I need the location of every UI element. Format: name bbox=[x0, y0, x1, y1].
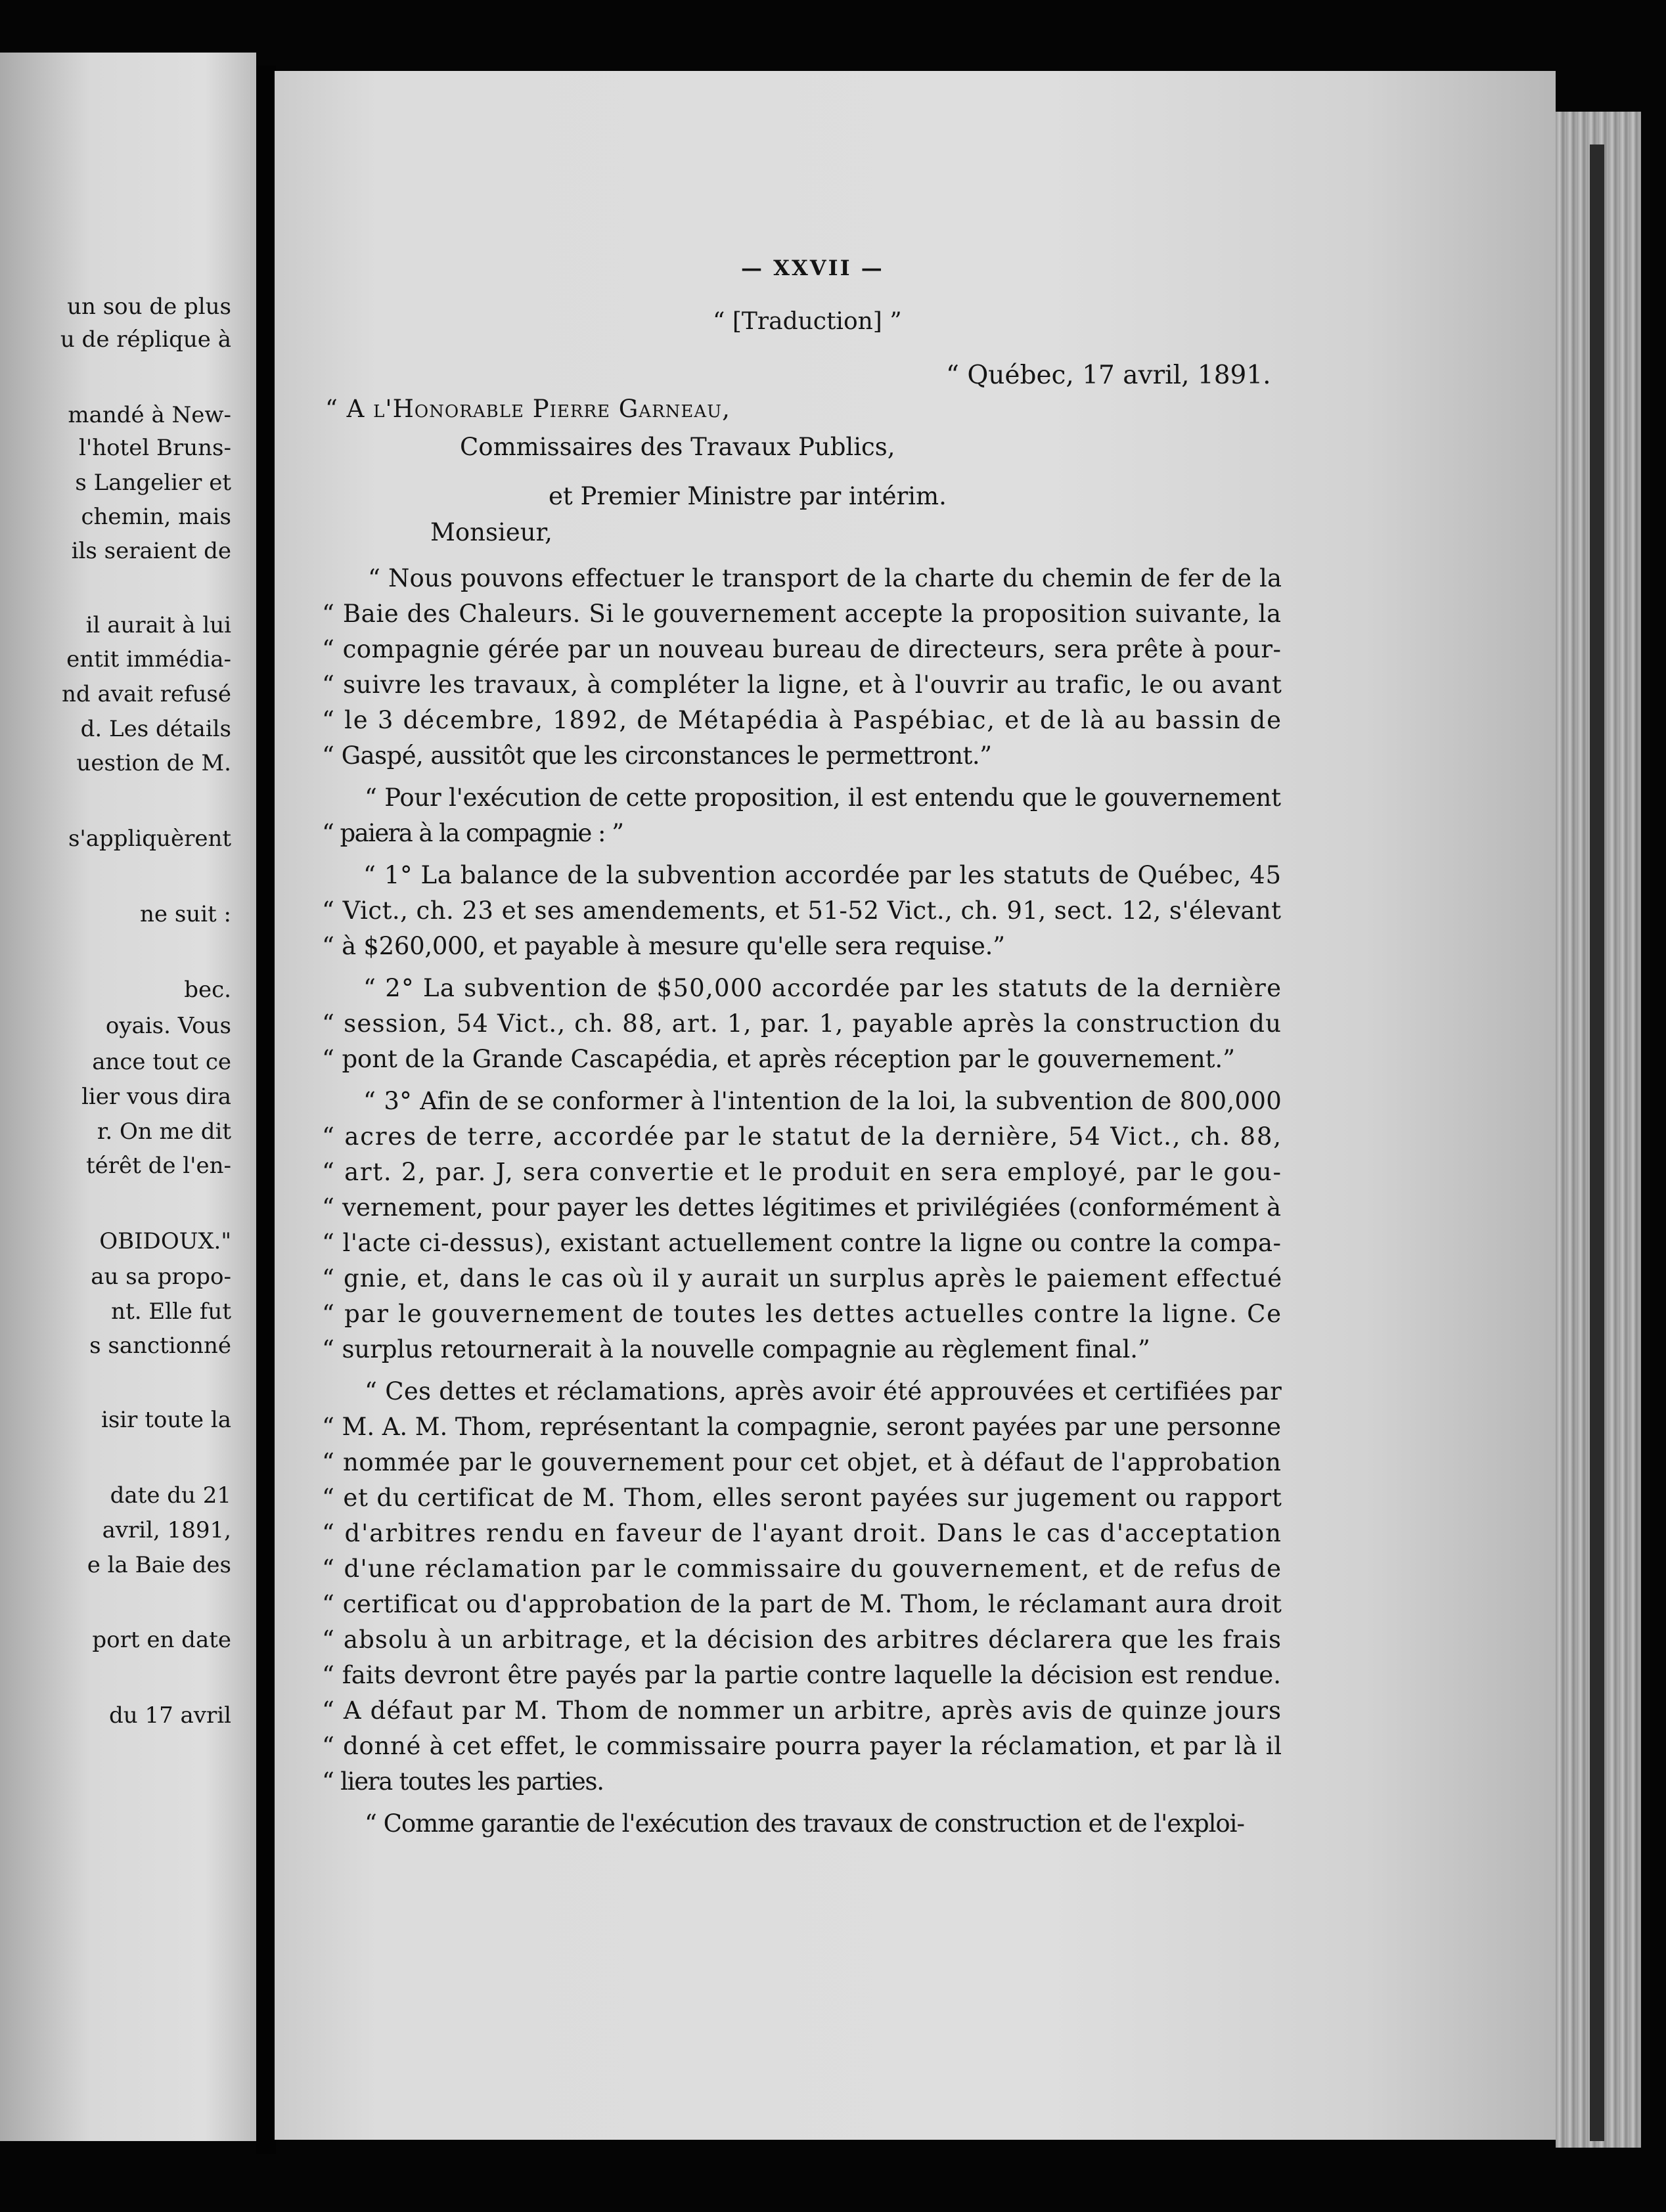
left-page-line: r. On me dit bbox=[97, 1118, 231, 1145]
body-line: “ suivre les travaux, à compléter la ligne, et à l'ouvrir au trafic, le ou avant bbox=[322, 671, 1282, 699]
body-line: “ compagnie gérée par un nouveau bureau de directeurs, sera prête à pour- bbox=[322, 635, 1282, 663]
left-page-line: u de réplique à bbox=[60, 326, 231, 353]
left-page-line: s Langelier et bbox=[75, 470, 231, 496]
body-line: “ nommée par le gouvernement pour cet objet, et à défaut de l'approbation bbox=[322, 1448, 1282, 1476]
addressee-line-2: Commissaires des Travaux Publics, bbox=[460, 433, 895, 461]
left-page-line: lier vous dira bbox=[81, 1084, 231, 1110]
left-page-line: avril, 1891, bbox=[102, 1517, 231, 1543]
left-page-line: port en date bbox=[92, 1627, 231, 1653]
left-page-line: bec. bbox=[184, 977, 231, 1003]
body-line: “ liera toutes les parties. bbox=[322, 1767, 604, 1796]
left-page-line: date du 21 bbox=[110, 1482, 231, 1509]
body-line: “ Pour l'exécution de cette proposition, il est entendu que le gouvernement bbox=[365, 784, 1281, 812]
left-facing-page bbox=[0, 53, 256, 2141]
salutation: Monsieur, bbox=[430, 518, 552, 546]
book-gutter bbox=[256, 66, 276, 2154]
left-page-line: s sanctionné bbox=[89, 1333, 231, 1359]
body-line: “ 3° Afin de se conformer à l'intention de la loi, la subvention de 800,000 bbox=[363, 1087, 1282, 1115]
body-line: “ faits devront être payés par la partie contre laquelle la décision est rendue. bbox=[322, 1661, 1282, 1689]
left-page-line: uestion de M. bbox=[76, 750, 231, 776]
body-line: “ gnie, et, dans le cas où il y aurait un surplus après le paiement effectué bbox=[322, 1264, 1283, 1293]
left-page-line: nd avait refusé bbox=[62, 681, 231, 707]
body-line: “ paiera à la compagnie : ” bbox=[322, 819, 623, 847]
body-line: “ acres de terre, accordée par le statut de la dernière, 54 Vict., ch. 88, bbox=[322, 1122, 1282, 1151]
left-page-line: nt. Elle fut bbox=[111, 1298, 231, 1325]
body-line: “ donné à cet effet, le commissaire pourra payer la réclamation, et par là il bbox=[322, 1732, 1282, 1760]
body-line: “ d'une réclamation par le commissaire du gouvernement, et de refus de bbox=[322, 1555, 1282, 1583]
body-line: “ le 3 décembre, 1892, de Métapédia à Paspébiac, et de là au bassin de bbox=[322, 706, 1282, 734]
body-line: “ M. A. M. Thom, représentant la compagnie, seront payées par une personne bbox=[322, 1413, 1281, 1441]
left-page-line: OBIDOUX." bbox=[99, 1228, 231, 1254]
left-page-line: ance tout ce bbox=[92, 1049, 231, 1075]
body-line: “ session, 54 Vict., ch. 88, art. 1, par. 1, payable après la construction du bbox=[322, 1009, 1282, 1038]
body-line: “ 1° La balance de la subvention accordée par les statuts de Québec, 45 bbox=[363, 861, 1282, 889]
body-line: “ Ces dettes et réclamations, après avoir été approuvées et certifiées par bbox=[365, 1377, 1282, 1405]
body-line: “ art. 2, par. J, sera convertie et le produit en sera employé, par le gou- bbox=[322, 1158, 1282, 1186]
left-page-line: il aurait à lui bbox=[85, 612, 231, 638]
body-line: “ par le gouvernement de toutes les dettes actuelles contre la ligne. Ce bbox=[322, 1300, 1282, 1328]
dateline: “ Québec, 17 avril, 1891. bbox=[946, 361, 1271, 390]
left-page-line: térêt de l'en- bbox=[85, 1153, 231, 1179]
page-folio: — XXVII — bbox=[741, 255, 884, 280]
body-line: “ vernement, pour payer les dettes légitimes et privilégiées (conformément à bbox=[322, 1193, 1282, 1222]
body-line: “ Nous pouvons effectuer le transport de la charte du chemin de fer de la bbox=[368, 564, 1282, 592]
left-page-line: s'appliquèrent bbox=[68, 826, 231, 852]
addressee-line-1: “ A l'Honorable Pierre Garneau, bbox=[325, 395, 731, 423]
left-page-line: l'hotel Bruns- bbox=[78, 435, 231, 461]
left-page-line: du 17 avril bbox=[108, 1702, 231, 1729]
body-line: “ A défaut par M. Thom de nommer un arbitre, après avis de quinze jours bbox=[322, 1696, 1282, 1725]
body-line: “ Vict., ch. 23 et ses amendements, et 51-52 Vict., ch. 91, sect. 12, s'élevant bbox=[322, 896, 1282, 925]
body-line: “ l'acte ci-dessus), existant actuellement contre la ligne ou contre la compa- bbox=[322, 1229, 1282, 1257]
body-line: “ et du certificat de M. Thom, elles seront payées sur jugement ou rapport bbox=[322, 1484, 1282, 1512]
left-page-line: d. Les détails bbox=[80, 716, 231, 742]
body-line: “ 2° La subvention de $50,000 accordée par les statuts de la dernière bbox=[363, 974, 1282, 1002]
left-page-line: ils seraient de bbox=[71, 538, 231, 564]
left-page-line: isir toute la bbox=[101, 1407, 231, 1433]
page-stack-shadow bbox=[1590, 144, 1604, 2141]
left-page-line: oyais. Vous bbox=[105, 1013, 231, 1039]
left-page-line: ne suit : bbox=[140, 901, 231, 927]
body-line: “ Gaspé, aussitôt que les circonstances le permettront.” bbox=[322, 741, 992, 770]
body-line: “ d'arbitres rendu en faveur de l'ayant droit. Dans le cas d'acceptation bbox=[322, 1519, 1282, 1547]
body-line: “ pont de la Grande Cascapédia, et après réception par le gouvernement.” bbox=[322, 1045, 1235, 1073]
body-line: “ certificat ou d'approbation de la part de M. Thom, le réclamant aura droit bbox=[322, 1590, 1282, 1618]
left-page-line: un sou de plus bbox=[67, 294, 231, 320]
left-page-line: au sa propo- bbox=[91, 1264, 231, 1290]
translation-heading: “ [Traduction] ” bbox=[713, 308, 902, 335]
left-page-line: chemin, mais bbox=[81, 504, 231, 530]
body-line: “ Comme garantie de l'exécution des travaux de construction et de l'exploi- bbox=[365, 1809, 1244, 1838]
left-page-line: e la Baie des bbox=[87, 1552, 231, 1578]
addressee-line-3: et Premier Ministre par intérim. bbox=[549, 482, 947, 510]
left-page-line: mandé à New- bbox=[68, 402, 231, 428]
body-line: “ surplus retournerait à la nouvelle compagnie au règlement final.” bbox=[322, 1335, 1150, 1363]
body-line: “ à $260,000, et payable à mesure qu'elle sera requise.” bbox=[322, 932, 1005, 960]
body-line: “ Baie des Chaleurs. Si le gouvernement accepte la proposition suivante, la bbox=[322, 600, 1282, 628]
body-line: “ absolu à un arbitrage, et la décision des arbitres déclarera que les frais bbox=[322, 1626, 1282, 1654]
left-page-line: entit immédia- bbox=[66, 646, 231, 673]
